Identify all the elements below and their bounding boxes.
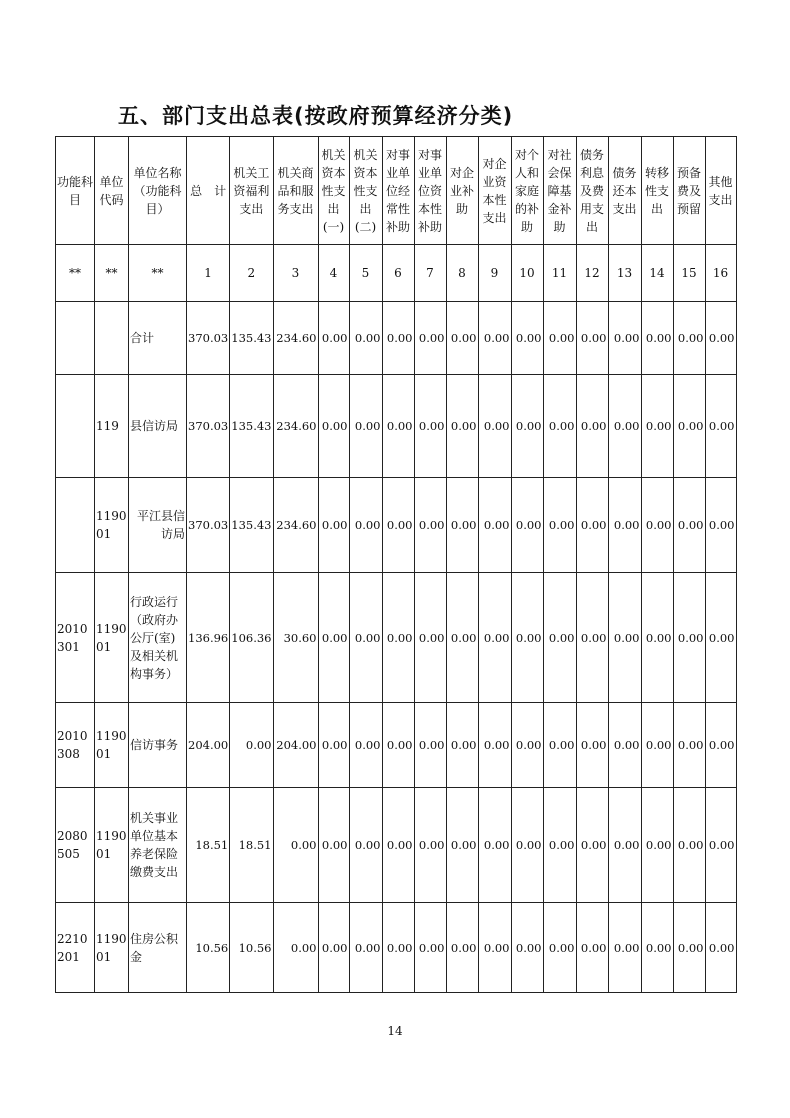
value-cell: 0.00 — [318, 703, 349, 788]
value-cell: 0.00 — [576, 302, 608, 375]
index-cell: 8 — [446, 245, 478, 302]
value-cell: 0.00 — [576, 478, 608, 573]
value-cell: 0.00 — [705, 703, 736, 788]
value-cell: 136.96 — [187, 573, 230, 703]
value-cell: 0.00 — [318, 302, 349, 375]
table-row — [56, 903, 737, 993]
value-cell: 0.00 — [608, 302, 641, 375]
col-header-func-code: 功能科目 — [56, 137, 95, 245]
value-cell: 0.00 — [543, 375, 576, 478]
unit-code-cell: 119001 — [95, 788, 129, 903]
value-cell: 0.00 — [608, 573, 641, 703]
value-cell: 0.00 — [478, 478, 511, 573]
value-cell: 30.60 — [273, 573, 318, 703]
index-cell: 7 — [414, 245, 446, 302]
col-header-2: 机关工资福利支出 — [230, 137, 273, 245]
value-cell: 135.43 — [230, 302, 273, 375]
value-cell: 0.00 — [608, 375, 641, 478]
col-header-5: 机关资本性支出(二) — [349, 137, 382, 245]
table-row — [56, 573, 737, 703]
value-cell: 0.00 — [382, 573, 414, 703]
value-cell: 234.60 — [273, 375, 318, 478]
header-row — [56, 137, 737, 245]
value-cell: 0.00 — [641, 788, 673, 903]
index-cell: ** — [129, 245, 187, 302]
unit-code-cell: 119001 — [95, 478, 129, 573]
value-cell: 0.00 — [705, 573, 736, 703]
value-cell: 0.00 — [673, 903, 705, 993]
col-header-unit-code: 单位代码 — [95, 137, 129, 245]
expenditure-table — [55, 136, 737, 993]
unit-name-cell: 平江县信访局 — [129, 478, 187, 573]
value-cell: 0.00 — [318, 375, 349, 478]
value-cell: 0.00 — [446, 375, 478, 478]
value-cell: 0.00 — [446, 302, 478, 375]
col-header-6: 对事业单位经常性补助 — [382, 137, 414, 245]
value-cell: 0.00 — [608, 788, 641, 903]
value-cell: 0.00 — [641, 478, 673, 573]
index-cell: 13 — [608, 245, 641, 302]
value-cell: 18.51 — [187, 788, 230, 903]
value-cell: 0.00 — [478, 703, 511, 788]
value-cell: 0.00 — [543, 903, 576, 993]
value-cell: 0.00 — [273, 788, 318, 903]
col-header-12: 债务利息及费用支出 — [576, 137, 608, 245]
unit-code-cell — [95, 302, 129, 375]
value-cell: 0.00 — [641, 573, 673, 703]
value-cell: 0.00 — [478, 903, 511, 993]
index-cell: 1 — [187, 245, 230, 302]
unit-name-cell: 信访事务 — [129, 703, 187, 788]
value-cell: 234.60 — [273, 302, 318, 375]
table-row — [56, 375, 737, 478]
value-cell: 370.03 — [187, 375, 230, 478]
unit-code-cell: 119001 — [95, 903, 129, 993]
table-row — [56, 478, 737, 573]
index-cell: 5 — [349, 245, 382, 302]
func-code-cell — [56, 375, 95, 478]
index-cell: 2 — [230, 245, 273, 302]
unit-name-cell: 县信访局 — [129, 375, 187, 478]
func-code-cell: 2010301 — [56, 573, 95, 703]
value-cell: 0.00 — [543, 703, 576, 788]
value-cell: 0.00 — [641, 903, 673, 993]
index-cell: ** — [56, 245, 95, 302]
value-cell: 0.00 — [673, 573, 705, 703]
value-cell: 0.00 — [414, 375, 446, 478]
value-cell: 0.00 — [478, 302, 511, 375]
value-cell: 0.00 — [608, 703, 641, 788]
value-cell: 0.00 — [349, 903, 382, 993]
value-cell: 0.00 — [543, 302, 576, 375]
value-cell: 0.00 — [349, 703, 382, 788]
value-cell: 0.00 — [382, 788, 414, 903]
unit-name-cell: 机关事业单位基本养老保险缴费支出 — [129, 788, 187, 903]
value-cell: 0.00 — [382, 703, 414, 788]
value-cell: 0.00 — [576, 703, 608, 788]
index-cell: 15 — [673, 245, 705, 302]
value-cell: 0.00 — [318, 788, 349, 903]
value-cell: 135.43 — [230, 375, 273, 478]
value-cell: 0.00 — [673, 302, 705, 375]
value-cell: 0.00 — [543, 478, 576, 573]
page-number: 14 — [387, 1024, 403, 1038]
value-cell: 0.00 — [446, 573, 478, 703]
value-cell: 10.56 — [187, 903, 230, 993]
value-cell: 0.00 — [230, 703, 273, 788]
index-cell: 6 — [382, 245, 414, 302]
value-cell: 0.00 — [318, 478, 349, 573]
value-cell: 0.00 — [349, 573, 382, 703]
value-cell: 0.00 — [543, 573, 576, 703]
value-cell: 0.00 — [576, 375, 608, 478]
value-cell: 0.00 — [705, 478, 736, 573]
value-cell: 0.00 — [608, 903, 641, 993]
value-cell: 0.00 — [349, 375, 382, 478]
value-cell: 135.43 — [230, 478, 273, 573]
value-cell: 370.03 — [187, 302, 230, 375]
table-row — [56, 703, 737, 788]
value-cell: 0.00 — [349, 788, 382, 903]
col-header-11: 对社会保障基金补助 — [543, 137, 576, 245]
value-cell: 0.00 — [446, 788, 478, 903]
col-header-14: 转移性支出 — [641, 137, 673, 245]
index-cell: 9 — [478, 245, 511, 302]
value-cell: 0.00 — [414, 302, 446, 375]
value-cell: 0.00 — [511, 573, 543, 703]
col-header-10: 对个人和家庭的补助 — [511, 137, 543, 245]
col-header-15: 预备费及预留 — [673, 137, 705, 245]
value-cell: 18.51 — [230, 788, 273, 903]
index-cell: 4 — [318, 245, 349, 302]
value-cell: 204.00 — [187, 703, 230, 788]
value-cell: 0.00 — [511, 788, 543, 903]
func-code-cell: 2210201 — [56, 903, 95, 993]
value-cell: 0.00 — [478, 788, 511, 903]
value-cell: 0.00 — [349, 478, 382, 573]
unit-code-cell: 119001 — [95, 573, 129, 703]
value-cell: 0.00 — [414, 573, 446, 703]
index-cell: 11 — [543, 245, 576, 302]
value-cell: 0.00 — [446, 478, 478, 573]
col-header-3: 机关商品和服务支出 — [273, 137, 318, 245]
value-cell: 0.00 — [273, 903, 318, 993]
func-code-cell — [56, 302, 95, 375]
value-cell: 0.00 — [511, 903, 543, 993]
value-cell: 204.00 — [273, 703, 318, 788]
value-cell: 0.00 — [382, 478, 414, 573]
col-header-7: 对事业单位资本性补助 — [414, 137, 446, 245]
value-cell: 0.00 — [608, 478, 641, 573]
value-cell: 0.00 — [414, 703, 446, 788]
value-cell: 370.03 — [187, 478, 230, 573]
value-cell: 0.00 — [382, 302, 414, 375]
index-cell: 14 — [641, 245, 673, 302]
value-cell: 0.00 — [446, 703, 478, 788]
value-cell: 0.00 — [511, 375, 543, 478]
value-cell: 0.00 — [511, 703, 543, 788]
col-header-13: 债务还本支出 — [608, 137, 641, 245]
value-cell: 234.60 — [273, 478, 318, 573]
value-cell: 0.00 — [543, 788, 576, 903]
value-cell: 0.00 — [414, 478, 446, 573]
value-cell: 0.00 — [673, 478, 705, 573]
index-cell: 10 — [511, 245, 543, 302]
col-header-total: 总 计 — [187, 137, 230, 245]
value-cell: 0.00 — [641, 302, 673, 375]
unit-name-cell: 合计 — [129, 302, 187, 375]
col-header-9: 对企业资本性支出 — [478, 137, 511, 245]
func-code-cell: 2080505 — [56, 788, 95, 903]
value-cell: 0.00 — [382, 903, 414, 993]
unit-name-cell: 住房公积金 — [129, 903, 187, 993]
value-cell: 0.00 — [318, 903, 349, 993]
value-cell: 0.00 — [414, 788, 446, 903]
unit-code-cell: 119001 — [95, 703, 129, 788]
value-cell: 0.00 — [641, 375, 673, 478]
value-cell: 0.00 — [576, 573, 608, 703]
value-cell: 0.00 — [446, 903, 478, 993]
value-cell: 0.00 — [478, 573, 511, 703]
unit-name-cell: 行政运行（政府办公厅(室)及相关机构事务） — [129, 573, 187, 703]
value-cell: 0.00 — [705, 788, 736, 903]
table-row — [56, 302, 737, 375]
table-row — [56, 788, 737, 903]
value-cell: 106.36 — [230, 573, 273, 703]
value-cell: 0.00 — [382, 375, 414, 478]
value-cell: 0.00 — [511, 478, 543, 573]
col-header-unit-name: 单位名称（功能科目） — [129, 137, 187, 245]
value-cell: 10.56 — [230, 903, 273, 993]
page-title: 五、部门支出总表(按政府预算经济分类) — [118, 104, 514, 128]
index-row — [56, 245, 737, 302]
index-cell: 3 — [273, 245, 318, 302]
index-cell: ** — [95, 245, 129, 302]
value-cell: 0.00 — [349, 302, 382, 375]
col-header-8: 对企业补助 — [446, 137, 478, 245]
func-code-cell — [56, 478, 95, 573]
value-cell: 0.00 — [673, 375, 705, 478]
unit-code-cell: 119 — [95, 375, 129, 478]
index-cell: 12 — [576, 245, 608, 302]
col-header-4: 机关资本性支出(一) — [318, 137, 349, 245]
value-cell: 0.00 — [705, 903, 736, 993]
value-cell: 0.00 — [478, 375, 511, 478]
value-cell: 0.00 — [576, 788, 608, 903]
value-cell: 0.00 — [673, 703, 705, 788]
value-cell: 0.00 — [705, 375, 736, 478]
col-header-16: 其他支出 — [705, 137, 736, 245]
value-cell: 0.00 — [673, 788, 705, 903]
value-cell: 0.00 — [318, 573, 349, 703]
value-cell: 0.00 — [414, 903, 446, 993]
index-cell: 16 — [705, 245, 736, 302]
value-cell: 0.00 — [511, 302, 543, 375]
value-cell: 0.00 — [576, 903, 608, 993]
value-cell: 0.00 — [641, 703, 673, 788]
func-code-cell: 2010308 — [56, 703, 95, 788]
value-cell: 0.00 — [705, 302, 736, 375]
